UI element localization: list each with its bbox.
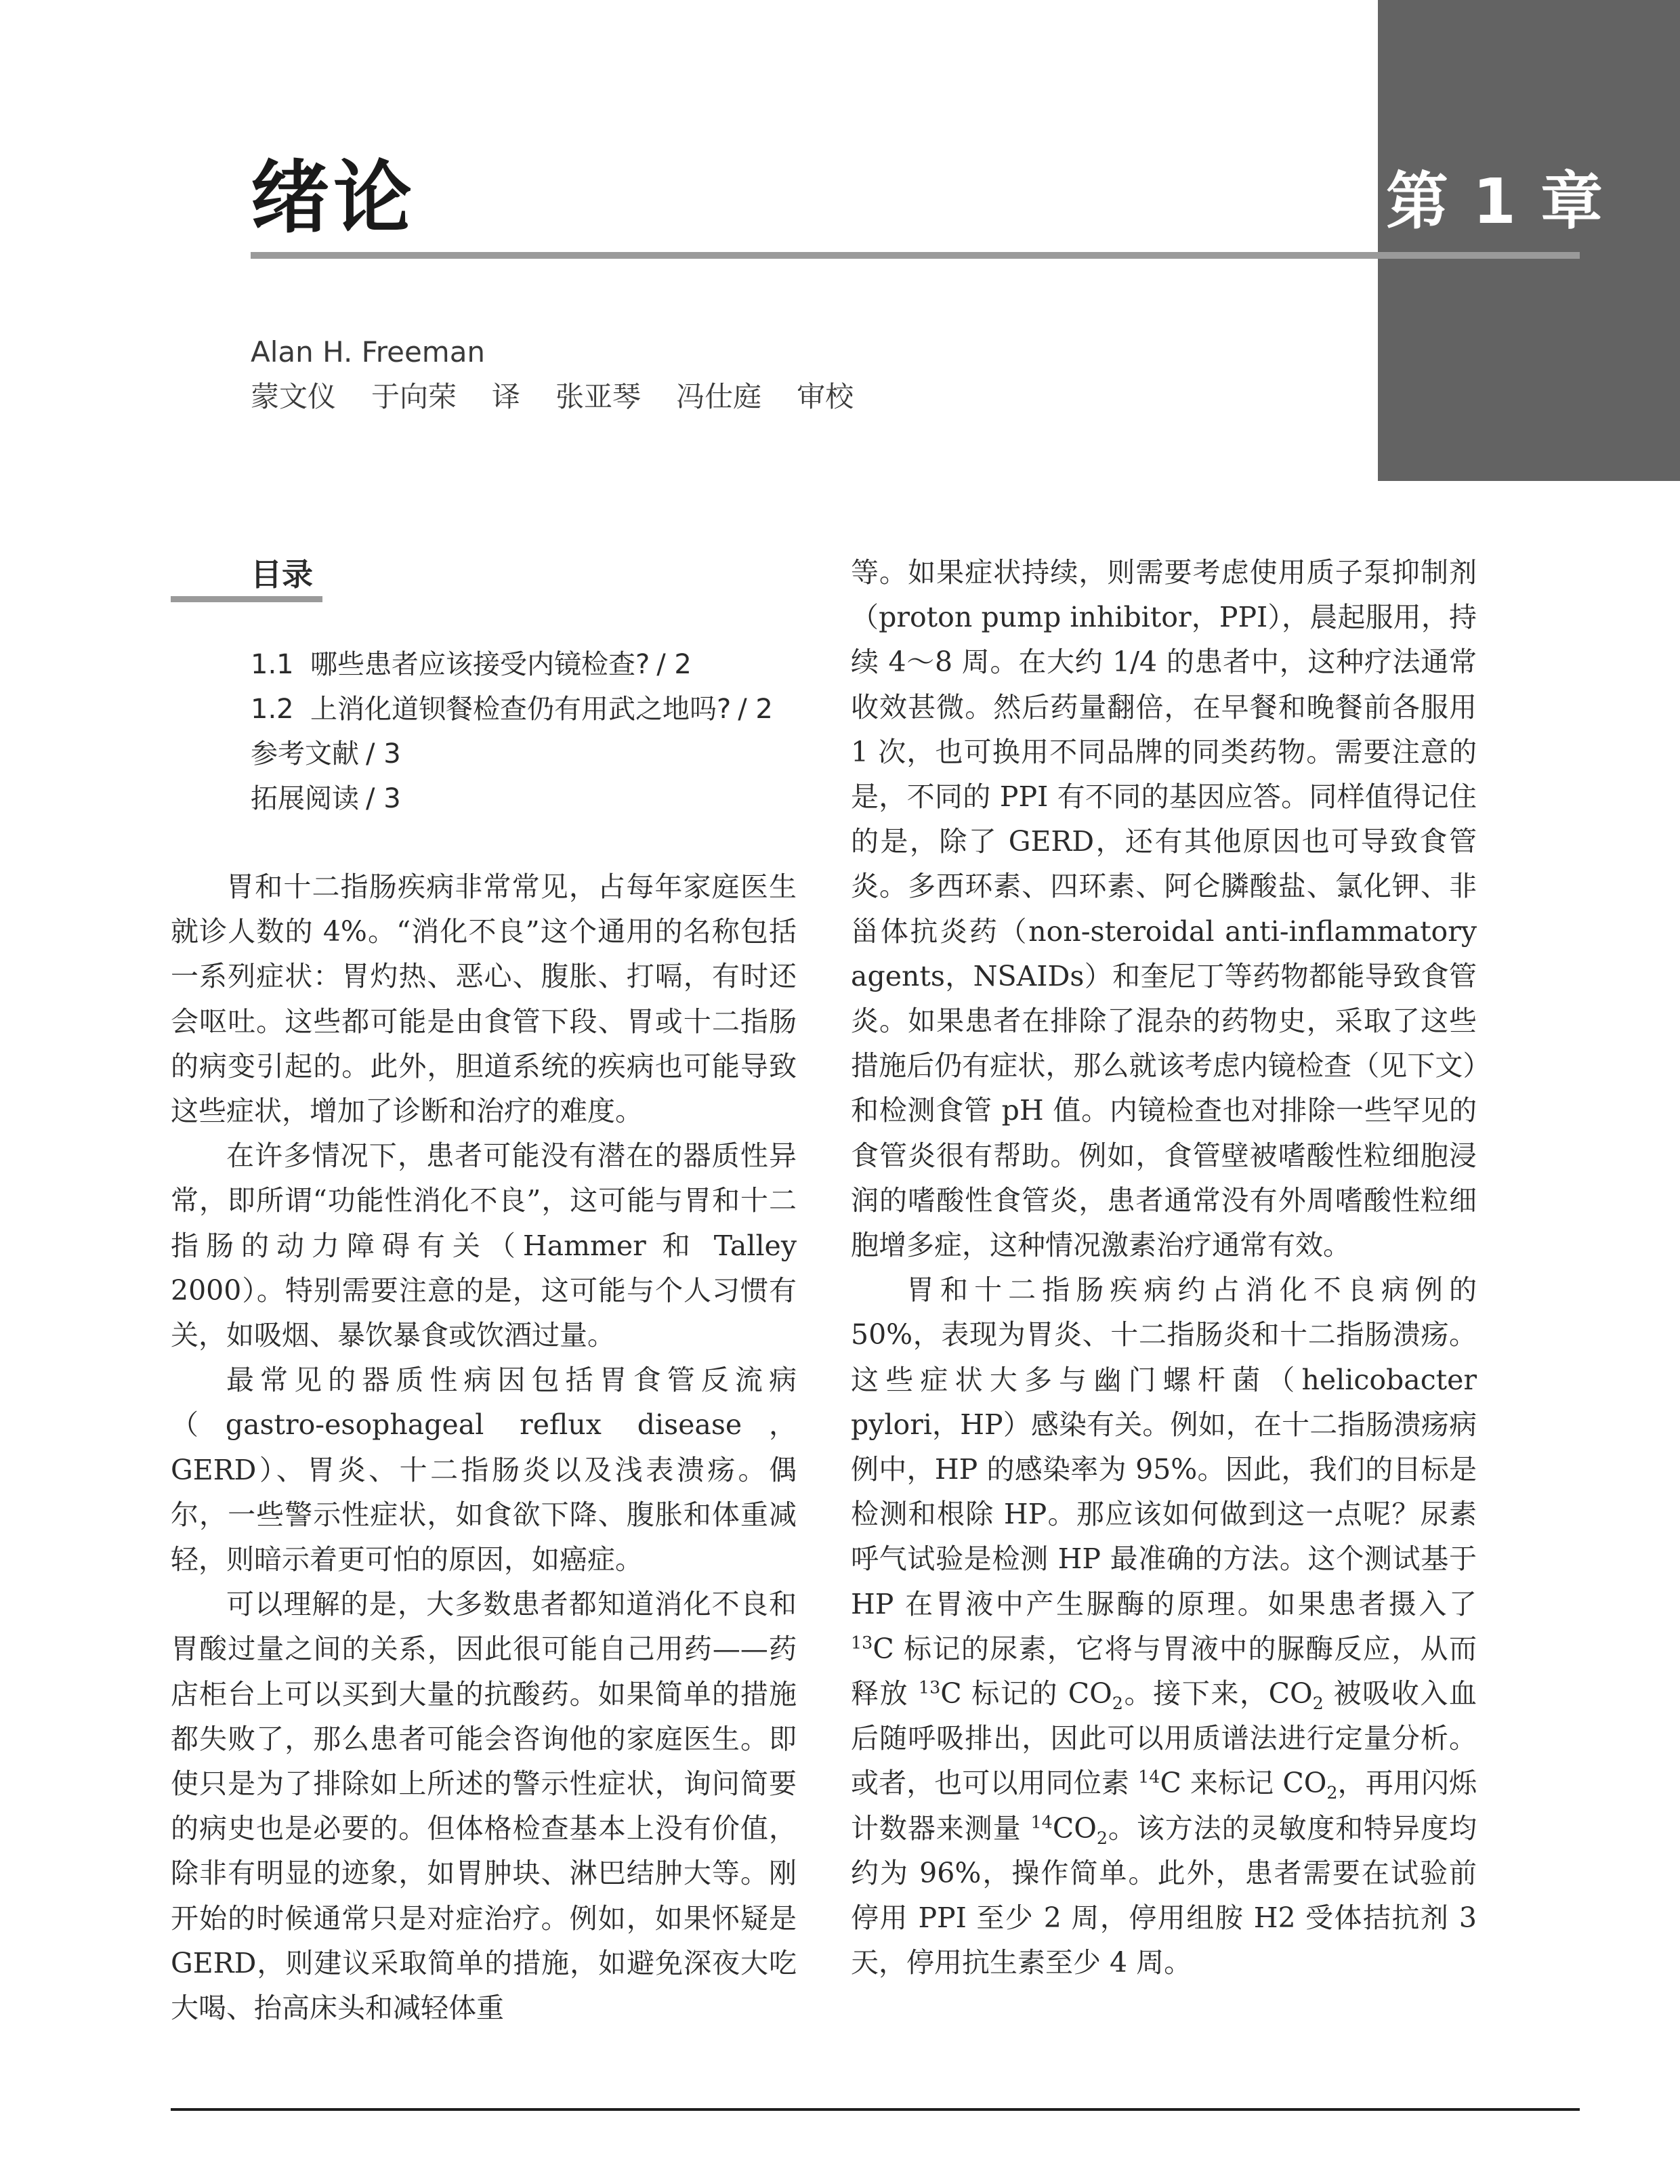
- superscript: 13: [851, 1632, 873, 1653]
- text-run: CO: [1052, 1811, 1097, 1845]
- text-run: 。该方法的灵敏度和特异度均约为 96%，操作简单。此外，患者需要在试验前停用 PPI 至少 2 周，停用组胺 H2 受体拮抗剂 3 天，停用抗生素至少 4 周。: [851, 1811, 1477, 1979]
- toc-item-page: / 2: [656, 649, 692, 680]
- subscript: 2: [1326, 1782, 1338, 1803]
- toc-item-title: 拓展阅读: [251, 783, 359, 814]
- text-run: 。接下来，CO: [1122, 1677, 1313, 1710]
- title-rule: [251, 252, 1580, 259]
- subscript: 2: [1312, 1693, 1324, 1714]
- text-run: C 来标记 CO: [1160, 1767, 1327, 1800]
- reviewer-name: 张亚琴: [555, 380, 642, 413]
- text-run: 被吸收入血后随呼吸排出，因此可以用质谱法进行定量分析。或者，也可以用同位素: [851, 1677, 1477, 1800]
- text-run: C 标记的尿素，它将与胃液中的脲酶反应，从而释放: [851, 1632, 1477, 1710]
- subscript: 2: [1096, 1827, 1108, 1848]
- toc-item-page: / 3: [366, 783, 401, 814]
- text-run: ，再用闪烁计数器来测量: [851, 1767, 1477, 1845]
- superscript: 14: [1138, 1766, 1160, 1787]
- body-column-right: [851, 550, 1477, 1986]
- toc-item-title: 参考文献: [251, 738, 359, 770]
- body-paragraph: 等。如果症状持续，则需要考虑使用质子泵抑制剂（proton pump inhibitor，PPI），晨起服用，持续 4～8 周。在大约 1/4 的患者中，这种疗法通常收效甚微。然后药量翻倍，在早餐和晚餐前各服用 1 次，也可换用不同品牌的同类药物。需要注意的是，不同的 PPI 有不同的基因应答。同样值得记住的是，除了 GERD，还有其他原因也可导致食管炎。多西环素、四环素、阿仑膦酸盐、氯化钾、非甾体抗炎药（non-steroidal anti-inflammatory agents，NSAIDs）和奎尼丁等药物都能导致食管炎。如果患者在排除了混杂的药物史，采取了这些措施后仍有症状，那么就该考虑内镜检查（见下文）和检测食管 pH 值。内镜检查也对排除一些罕见的食管炎很有帮助。例如，食管壁被嗜酸性粒细胞浸润的嗜酸性食管炎，患者通常没有外周嗜酸性粒细胞增多症，这种情况激素治疗通常有效。: [851, 556, 1477, 1262]
- toc-heading: 目录: [251, 556, 313, 593]
- chapter-title: 绪论: [251, 152, 416, 244]
- body-paragraph: 可以理解的是，大多数患者都知道消化不良和胃酸过量之间的关系，因此很可能自己用药——药店柜台上可以买到大量的抗酸药。如果简单的措施都失败了，那么患者可能会咨询他的家庭医生。即使只是为了排除如上所述的警示性症状，询问简要的病史也是必要的。但体格检查基本上没有价值，除非有明显的迹象，如胃肿块、淋巴结肿大等。刚开始的时候通常只是对症治疗。例如，如果怀疑是 GERD，则建议采取简单的措施，如避免深夜大吃大喝、抬高床头和减轻体重: [171, 1588, 797, 2025]
- toc-item[interactable]: [251, 642, 806, 687]
- reviewer-name: 冯仕庭: [676, 380, 762, 413]
- superscript: 14: [1030, 1811, 1053, 1832]
- author-name: Alan H. Freeman: [251, 335, 486, 369]
- subscript: 2: [1112, 1693, 1123, 1714]
- text-run: C 标记的 CO: [940, 1677, 1112, 1710]
- translator-role: 译: [492, 380, 521, 413]
- toc-rule: [171, 596, 322, 602]
- body-column-left: [171, 864, 797, 2030]
- toc-item-page: / 3: [366, 738, 401, 770]
- translator-name: 蒙文仪: [251, 380, 337, 413]
- translator-name: 于向荣: [371, 380, 457, 413]
- toc-item-title: 上消化道钡餐检查仍有用武之地吗?: [310, 694, 732, 725]
- body-paragraph: 胃和十二指肠疾病非常常见，占每年家庭医生就诊人数的 4%。“消化不良”这个通用的名称包括一系列症状：胃灼热、恶心、腹胀、打嗝，有时还会呕吐。这些都可能是由食管下段、胃或十二指肠的病变引起的。此外，胆道系统的疾病也可能导致这些症状，增加了诊断和治疗的难度。: [171, 870, 797, 1128]
- translators-line: [251, 377, 889, 417]
- toc-item[interactable]: [251, 776, 806, 821]
- reviewer-role: 审校: [797, 380, 854, 413]
- toc-item-number: 1.1: [251, 649, 294, 680]
- superscript: 13: [918, 1677, 941, 1698]
- body-paragraph: 在许多情况下，患者可能没有潜在的器质性异常，即所谓“功能性消化不良”，这可能与胃和十二指肠的动力障碍有关（Hammer 和 Talley 2000）。特别需要注意的是，这可能与个人习惯有关，如吸烟、暴饮暴食或饮酒过量。: [171, 1139, 797, 1352]
- body-paragraph: 最常见的器质性病因包括胃食管反流病（gastro-esophageal reflux disease，GERD）、胃炎、十二指肠炎以及浅表溃疡。偶尔，一些警示性症状，如食欲下降、腹胀和体重减轻，则暗示着更可怕的原因，如癌症。: [171, 1364, 797, 1576]
- chapter-label: 第 1 章: [1386, 165, 1605, 238]
- bottom-rule: [171, 2108, 1580, 2111]
- body-paragraph-hp: [851, 1267, 1477, 1985]
- toc-list: [251, 642, 806, 821]
- toc-item[interactable]: [251, 687, 806, 732]
- toc-item[interactable]: [251, 732, 806, 776]
- toc-item-number: 1.2: [251, 694, 294, 725]
- toc-item-title: 哪些患者应该接受内镜检查?: [310, 649, 650, 680]
- toc-item-page: / 2: [738, 694, 773, 725]
- text-run: 胃和十二指肠疾病约占消化不良病例的 50%，表现为胃炎、十二指肠炎和十二指肠溃疡。这些症状大多与幽门螺杆菌（helicobacter pylori，HP）感染有关。例如，在十二指肠溃疡病例中，HP 的感染率为 95%。因此，我们的目标是检测和根除 HP。那应该如何做到这一点呢？尿素呼气试验是检测 HP 最准确的方法。这个测试基于 HP 在胃液中产生脲酶的原理。如果患者摄入了: [851, 1274, 1477, 1620]
